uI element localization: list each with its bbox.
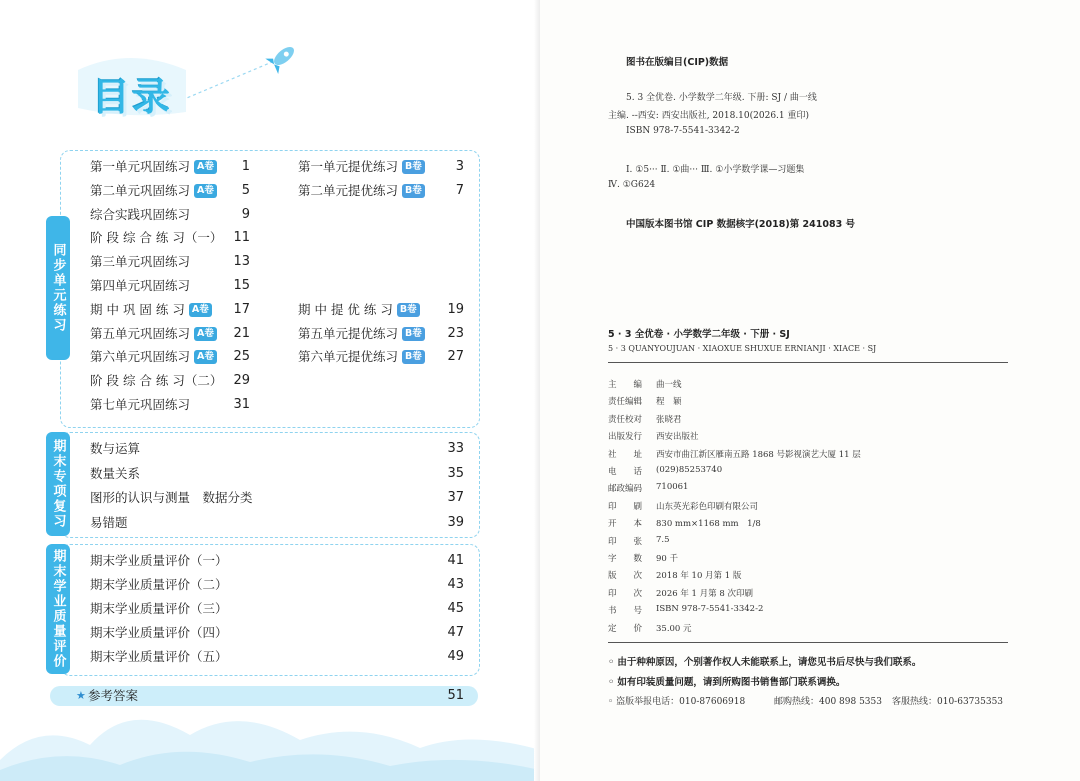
tab-final-assessment: 期末学业质量评价 — [46, 544, 70, 674]
toc-page-number: 43 — [447, 577, 464, 592]
colophon-value: 90 千 — [656, 554, 679, 564]
note-line: ◦ 如有印装质量问题，请到所购图书销售部门联系调换。 — [608, 677, 846, 688]
volume-badge: B卷 — [397, 303, 420, 317]
toc-page-number: 37 — [447, 490, 464, 505]
colophon-key: 字 数 — [608, 554, 643, 564]
colophon-value: 曲一线 — [656, 380, 682, 390]
toc-page-number: 41 — [447, 553, 464, 568]
toc-entry-label: 第一单元提优练习 — [298, 159, 399, 174]
toc-entry-label: 第二单元提优练习 — [298, 182, 399, 198]
toc-page-number: 3 — [455, 159, 464, 174]
toc-entry[interactable] — [90, 438, 140, 460]
colophon-value: 830 mm×1168 mm 1/8 — [656, 519, 761, 530]
answers-label[interactable]: 参考答案 — [88, 688, 139, 703]
toc-entry[interactable] — [90, 574, 228, 596]
colophon-value: 2026 年 1 月第 8 次印刷 — [656, 588, 753, 599]
piracy-hotline: ◦ 盗版举报电话：010-87606918 — [608, 697, 746, 707]
toc-entry-label: 期 中 巩 固 练 习 — [90, 301, 185, 317]
toc-entry[interactable] — [90, 323, 217, 345]
volume-badge: A卷 — [194, 160, 217, 174]
toc-page-number: 17 — [233, 301, 250, 317]
toc-entry[interactable] — [298, 346, 425, 368]
volume-badge: B卷 — [402, 350, 425, 364]
toc-entry[interactable] — [90, 598, 228, 620]
colophon-value: (029)85253740 — [656, 465, 723, 475]
colophon-key: 印 张 — [608, 536, 643, 547]
toc-page-number: 9 — [241, 206, 250, 222]
volume-badge: A卷 — [194, 184, 217, 198]
toc-entry[interactable] — [90, 487, 253, 509]
toc-entry[interactable] — [90, 299, 212, 321]
toc-entry[interactable] — [90, 204, 190, 226]
colophon-value: 程 颖 — [656, 397, 682, 408]
toc-entry-label: 期 中 提 优 练 习 — [298, 301, 393, 317]
toc-entry-label: 第六单元巩固练习 — [90, 349, 191, 365]
cip-heading: 图书在版编目(CIP)数据 — [626, 57, 729, 68]
toc-entry[interactable] — [90, 394, 190, 416]
toc-page-number: 23 — [447, 325, 464, 341]
rocket-icon — [265, 41, 299, 74]
colophon-key: 出版发行 — [608, 432, 643, 443]
toc-entry[interactable] — [90, 622, 228, 644]
toc-entry-label: 数与运算 — [90, 441, 141, 456]
toc-entry[interactable] — [90, 646, 228, 668]
toc-page-number: 7 — [455, 182, 464, 198]
toc-page-number: 45 — [447, 601, 464, 616]
toc-entry-label: 第三单元巩固练习 — [90, 254, 191, 270]
divider-line — [608, 362, 1008, 363]
toc-page-number: 1 — [241, 159, 250, 174]
cip-line: ISBN 978-7-5541-3342-2 — [626, 126, 740, 136]
toc-entry-label: 期末学业质量评价（二） — [90, 577, 228, 592]
colophon-key: 主 编 — [608, 380, 643, 390]
toc-entry-label: 阶 段 综 合 练 习（二） — [90, 373, 223, 389]
colophon-value: 2018 年 10 月第 1 版 — [656, 571, 742, 582]
book-title: 5 · 3 全优卷 · 小学数学二年级 · 下册 · SJ — [608, 329, 790, 340]
answers-page-number: 51 — [447, 688, 464, 703]
volume-badge: A卷 — [194, 327, 217, 341]
toc-entry-label: 数量关系 — [90, 465, 141, 481]
volume-badge: B卷 — [402, 327, 425, 341]
toc-entry-label: 第五单元提优练习 — [298, 325, 399, 341]
toc-entry-label: 第四单元巩固练习 — [90, 278, 191, 293]
toc-entry-label: 第五单元巩固练习 — [90, 325, 191, 341]
toc-entry[interactable] — [298, 299, 420, 321]
colophon-value: 山东英光彩色印刷有限公司 — [656, 501, 759, 512]
colophon-value: ISBN 978-7-5541-3342-2 — [656, 604, 764, 615]
cloud-decoration — [0, 720, 540, 781]
cip-number: 中国版本图书馆 CIP 数据核字(2018)第 241083 号 — [626, 219, 855, 230]
toc-page-number: 33 — [447, 441, 464, 456]
toc-entry-label: 第六单元提优练习 — [298, 349, 399, 365]
colophon-key: 书 号 — [608, 606, 643, 617]
purchase-hotline: 邮购热线：400 898 5353 — [774, 697, 882, 707]
toc-entry[interactable] — [90, 346, 217, 368]
cip-line: 主编. --西安: 西安出版社, 2018.10(2026.1 重印) — [608, 111, 810, 121]
toc-page-number: 49 — [447, 649, 464, 664]
toc-entry-label: 综合实践巩固练习 — [90, 206, 191, 222]
toc-entry[interactable] — [90, 370, 222, 392]
colophon-value: 西安出版社 — [656, 432, 699, 443]
toc-entry[interactable] — [90, 463, 140, 485]
page-title: 目录 — [92, 75, 173, 119]
toc-page-number: 47 — [447, 625, 464, 640]
divider-line — [608, 642, 1008, 643]
toc-entry[interactable] — [298, 180, 425, 202]
volume-badge: B卷 — [402, 160, 425, 174]
toc-page-number: 21 — [233, 325, 250, 341]
toc-page-number: 5 — [241, 182, 250, 198]
toc-entry-label: 图形的认识与测量 数据分类 — [90, 490, 253, 505]
toc-entry[interactable] — [298, 156, 425, 178]
colophon-key: 责任校对 — [608, 414, 643, 425]
star-icon: ★ — [76, 689, 86, 702]
tab-final-review: 期末专项复习 — [46, 432, 70, 536]
colophon-key: 邮政编码 — [608, 484, 643, 495]
toc-entry[interactable] — [90, 180, 217, 202]
toc-entry[interactable] — [90, 251, 190, 273]
colophon-key: 版 次 — [608, 571, 643, 582]
volume-badge: B卷 — [402, 184, 425, 198]
toc-page-number: 31 — [233, 397, 250, 412]
toc-entry-label: 易错题 — [90, 514, 128, 530]
colophon-value: 35.00 元 — [656, 623, 692, 634]
note-line: ◦ 由于种种原因，个别著作权人未能联系上，请您见书后尽快与我们联系。 — [608, 657, 922, 668]
colophon-key: 印 刷 — [608, 501, 643, 512]
toc-page-number: 15 — [233, 278, 250, 293]
toc-entry-label: 第一单元巩固练习 — [90, 159, 191, 174]
colophon-value: 西安市曲江新区雁南五路 1868 号影视演艺大厦 11 层 — [656, 449, 861, 460]
toc-entry[interactable] — [90, 227, 222, 249]
service-hotline: 客服热线：010-63735353 — [892, 697, 1004, 707]
toc-entry[interactable] — [90, 550, 228, 572]
toc-entry-label: 期末学业质量评价（三） — [90, 601, 228, 616]
colophon-key: 定 价 — [608, 623, 643, 634]
toc-entry[interactable] — [298, 323, 425, 345]
toc-page-number: 25 — [233, 349, 250, 365]
toc-entry-label: 阶 段 综 合 练 习（一） — [90, 230, 223, 246]
colophon-key: 社 址 — [608, 449, 643, 460]
toc-entry-label: 第七单元巩固练习 — [90, 397, 191, 412]
toc-page-number: 11 — [233, 230, 250, 246]
classification-line: Ⅰ. ①5··· Ⅱ. ①曲··· Ⅲ. ①小学数学课—习题集 — [626, 165, 805, 175]
toc-page-number: 35 — [447, 465, 464, 481]
toc-entry-label: 第二单元巩固练习 — [90, 182, 191, 198]
cip-line: 5. 3 全优卷. 小学数学二年级. 下册: SJ / 曲一线 — [626, 93, 817, 103]
book-title-pinyin: 5 · 3 QUANYOUJUAN · XIAOXUE SHUXUE ERNIANJI · XIACE · SJ — [608, 344, 877, 353]
colophon-value: 710061 — [656, 482, 689, 493]
toc-entry[interactable] — [90, 512, 128, 534]
toc-page-number: 39 — [447, 514, 464, 530]
colophon-key: 开 本 — [608, 519, 643, 530]
colophon-value: 7.5 — [656, 534, 670, 545]
toc-entry-label: 期末学业质量评价（一） — [90, 553, 228, 568]
rocket-trail — [182, 62, 272, 100]
tab-sync-practice: 同步单元练习 — [46, 216, 70, 360]
toc-entry[interactable] — [90, 275, 190, 297]
colophon-key: 印 次 — [608, 588, 643, 599]
toc-entry[interactable] — [90, 156, 217, 178]
classification-line: Ⅳ. ①G624 — [608, 180, 656, 190]
volume-badge: A卷 — [189, 303, 212, 317]
toc-page-number: 27 — [447, 349, 464, 365]
volume-badge: A卷 — [194, 350, 217, 364]
toc-entry-label: 期末学业质量评价（五） — [90, 649, 228, 664]
colophon-key: 责任编辑 — [608, 397, 643, 408]
toc-page-number: 13 — [233, 254, 250, 270]
colophon-key: 电 话 — [608, 467, 643, 477]
toc-page-number: 19 — [447, 301, 464, 317]
colophon-value: 张晓君 — [656, 414, 682, 425]
toc-entry-label: 期末学业质量评价（四） — [90, 625, 228, 640]
toc-page-number: 29 — [233, 373, 250, 389]
